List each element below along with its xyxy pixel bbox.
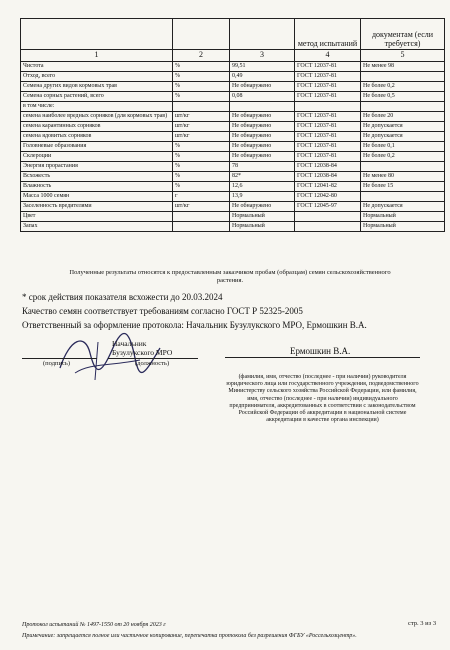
table-cell: ГОСТ 12045-97 xyxy=(295,202,361,212)
table-cell: шт/кг xyxy=(173,132,230,142)
table-cell: Не допускается xyxy=(361,202,445,212)
column-number: 2 xyxy=(173,50,230,62)
table-cell xyxy=(361,72,445,82)
table-row xyxy=(21,202,445,212)
column-number: 1 xyxy=(21,50,173,62)
table-row xyxy=(21,112,445,122)
table-cell: Склероции xyxy=(21,152,173,162)
responsible-person: Ответственный за оформление протокола: Начальник Бузулукского МРО, Ермошкин В.А. xyxy=(22,320,367,330)
table-cell: Нормальный xyxy=(230,212,295,222)
table-cell: ГОСТ 12042-80 xyxy=(295,192,361,202)
table-cell: ГОСТ 12037-81 xyxy=(295,112,361,122)
column-number: 5 xyxy=(361,50,445,62)
name-caption: (фамилия, имя, отчество (последнее - при наличии) руководителя юридического лица или государственного учреждения, подведомственного Министерству сельского хозяйства Российской Федерации, или фамилия, имя, отчество (последнее - при наличии) индивидуального предпринимателя, аккредитованных в соответствии с законодательством Российской Федерации об аккредитации в национальной системе аккредитации в качестве органа инспекции) xyxy=(226,374,419,424)
table-cell: семена ядовитых сорняков xyxy=(21,132,173,142)
table-cell: Отход, всего xyxy=(21,72,173,82)
table-cell: шт/кг xyxy=(173,202,230,212)
protocol-reference: Протокол испытаний № 1497-1550 от 20 ноября 2023 г xyxy=(22,622,166,628)
table-cell: Не более 0,2 xyxy=(361,152,445,162)
table-cell: семена наиболее вредных сорняков (для кормовых трав) xyxy=(21,112,173,122)
position-organization: Бузулукского МРО xyxy=(112,348,173,357)
signature-caption: (подпись) xyxy=(43,360,70,367)
table-row xyxy=(21,82,445,92)
table-row xyxy=(21,132,445,142)
position-caption: (должность) xyxy=(135,360,170,367)
table-row xyxy=(21,142,445,152)
table-cell: Запах xyxy=(21,222,173,232)
table-cell: ГОСТ 12037-81 xyxy=(295,92,361,102)
table-cell xyxy=(295,212,361,222)
table-cell: шт/кг xyxy=(173,122,230,132)
table-cell xyxy=(295,102,361,112)
table-cell: Всхожесть xyxy=(21,172,173,182)
table-row xyxy=(21,62,445,72)
position-line xyxy=(108,358,198,359)
table-cell xyxy=(173,212,230,222)
header-cell-method: метод испытаний xyxy=(295,19,361,50)
table-cell: Не обнаружено xyxy=(230,132,295,142)
table-row xyxy=(21,222,445,232)
table-cell: ГОСТ 12038-84 xyxy=(295,172,361,182)
table-cell: Головневые образования xyxy=(21,142,173,152)
table-cell: Нормальный xyxy=(361,212,445,222)
table-row xyxy=(21,122,445,132)
table-row xyxy=(21,182,445,192)
header-cell xyxy=(173,19,230,50)
table-cell: Масса 1000 семян xyxy=(21,192,173,202)
table-cell: Не допускается xyxy=(361,122,445,132)
table-cell: Семена других видов кормовых трав xyxy=(21,82,173,92)
table-cell: Семена сорных растений, всего xyxy=(21,92,173,102)
column-number: 3 xyxy=(230,50,295,62)
table-cell: 13,9 xyxy=(230,192,295,202)
table-cell xyxy=(230,102,295,112)
column-number: 4 xyxy=(295,50,361,62)
table-cell: Нормальный xyxy=(230,222,295,232)
column-numbers-row xyxy=(21,50,445,62)
header-cell-documents: документам (если требуется) xyxy=(361,19,445,50)
table-cell: % xyxy=(173,172,230,182)
table-row xyxy=(21,212,445,222)
quality-statement: Качество семян соответствует требованиям согласно ГОСТ Р 52325-2005 xyxy=(22,306,303,316)
table-cell: ГОСТ 12037-81 xyxy=(295,82,361,92)
table-cell: в том числе: xyxy=(21,102,173,112)
table-cell: Не более 15 xyxy=(361,182,445,192)
table-cell xyxy=(173,102,230,112)
table-cell: Не более 0,5 xyxy=(361,92,445,102)
table-cell: Не обнаружено xyxy=(230,122,295,132)
table-cell: ГОСТ 12037-81 xyxy=(295,62,361,72)
table-cell: ГОСТ 12037-81 xyxy=(295,72,361,82)
table-row xyxy=(21,152,445,162)
table-cell: % xyxy=(173,72,230,82)
table-cell xyxy=(173,222,230,232)
table-cell: Не менее 98 xyxy=(361,62,445,72)
table-cell: Не более 0,2 xyxy=(361,82,445,92)
table-cell: Не допускается xyxy=(361,132,445,142)
table-cell: 12,6 xyxy=(230,182,295,192)
table-cell: Не обнаружено xyxy=(230,112,295,122)
table-cell: Не обнаружено xyxy=(230,82,295,92)
table-cell: % xyxy=(173,82,230,92)
table-cell: шт/кг xyxy=(173,112,230,122)
table-cell: Цвет xyxy=(21,212,173,222)
results-table xyxy=(20,18,445,232)
table-cell: % xyxy=(173,142,230,152)
handwritten-signature xyxy=(50,328,173,386)
name-line xyxy=(225,357,420,358)
signature-line xyxy=(22,358,97,359)
table-row xyxy=(21,192,445,202)
position-title: Начальник xyxy=(112,339,147,348)
table-cell: Не обнаружено xyxy=(230,152,295,162)
table-cell: % xyxy=(173,62,230,72)
page-number: стр. 3 из 3 xyxy=(408,620,437,627)
table-cell xyxy=(361,192,445,202)
table-cell: Не обнаружено xyxy=(230,202,295,212)
table-row xyxy=(21,92,445,102)
header-cell xyxy=(21,19,173,50)
table-cell: ГОСТ 12041-82 xyxy=(295,182,361,192)
copy-restriction-note: Примечание: запрещается полное или частичное копирование, перепечатка протокола без разрешения ФГБУ «Россельхозцентр». xyxy=(22,633,357,639)
table-cell: % xyxy=(173,152,230,162)
table-cell: ГОСТ 12038-84 xyxy=(295,162,361,172)
table-row xyxy=(21,72,445,82)
table-cell: Не обнаружено xyxy=(230,142,295,152)
table-cell: 78 xyxy=(230,162,295,172)
table-row xyxy=(21,172,445,182)
table-cell xyxy=(361,102,445,112)
table-cell: семена карантинных сорняков xyxy=(21,122,173,132)
table-cell: 0,49 xyxy=(230,72,295,82)
table-cell: Не более 20 xyxy=(361,112,445,122)
table-cell: Энергия прорастания xyxy=(21,162,173,172)
table-cell: Чистота xyxy=(21,62,173,72)
validity-note: * срок действия показателя всхожести до 20.03.2024 xyxy=(22,292,223,302)
table-cell xyxy=(361,162,445,172)
table-row xyxy=(21,102,445,112)
table-header-row xyxy=(21,19,445,50)
table-row xyxy=(21,162,445,172)
table-cell: % xyxy=(173,182,230,192)
table-cell: 82* xyxy=(230,172,295,182)
table-cell xyxy=(295,222,361,232)
table-cell: ГОСТ 12037-81 xyxy=(295,142,361,152)
results-note: Полученные результаты относятся к предоставленным заказчиком пробам (образцам) семян сельскохозяйственного растения. xyxy=(69,269,391,284)
table-cell: Заселенность вредителями xyxy=(21,202,173,212)
table-cell: ГОСТ 12037-81 xyxy=(295,152,361,162)
table-cell: ГОСТ 12037-81 xyxy=(295,132,361,142)
table-cell: Не более 0,1 xyxy=(361,142,445,152)
table-cell: % xyxy=(173,162,230,172)
table-cell: 99,51 xyxy=(230,62,295,72)
table-cell: 0,08 xyxy=(230,92,295,102)
signer-name: Ермошкин В.А. xyxy=(290,346,351,356)
table-cell: г xyxy=(173,192,230,202)
table-cell: % xyxy=(173,92,230,102)
table-cell: Не менее 80 xyxy=(361,172,445,182)
table-cell: Влажность xyxy=(21,182,173,192)
header-cell xyxy=(230,19,295,50)
table-cell: ГОСТ 12037-81 xyxy=(295,122,361,132)
table-cell: Нормальный xyxy=(361,222,445,232)
